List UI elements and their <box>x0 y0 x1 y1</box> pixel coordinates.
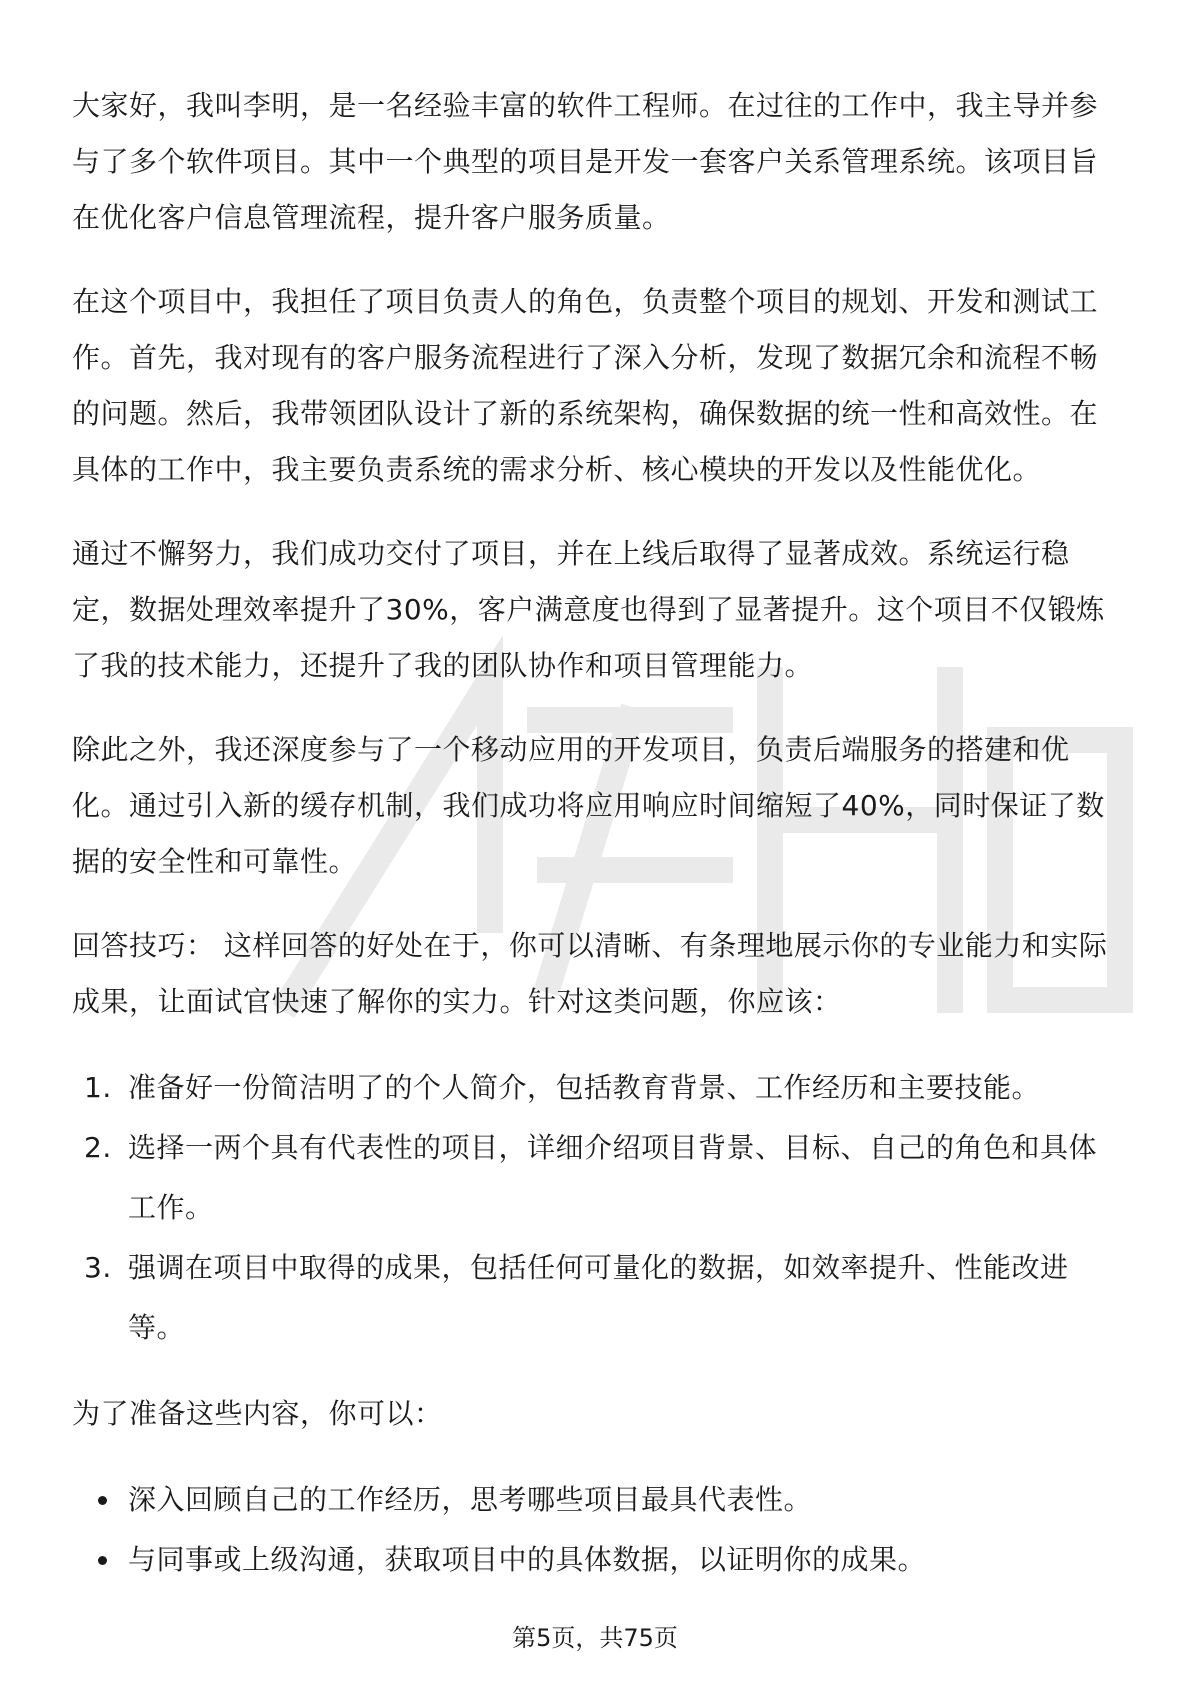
list-number: 2. <box>84 1131 112 1164</box>
page-number: 第5页，共75页 <box>512 1624 678 1652</box>
ordered-list <box>72 1058 1122 1358</box>
list-item <box>72 1238 1122 1358</box>
paragraph-answer-tips: 回答技巧： 这样回答的好处在于，你可以清晰、有条理地展示你的专业能力和实际成果，让面试官快速了解你的实力。针对这类问题，你应该： <box>72 929 1108 1018</box>
list-item-text: 深入回顾自己的工作经历，思考哪些项目最具代表性。 <box>128 1483 813 1516</box>
paragraph-results: 通过不懈努力，我们成功交付了项目，并在上线后取得了显著成效。系统运行稳定，数据处理效率提升了30%，客户满意度也得到了显著提升。这个项目不仅锻炼了我的技术能力，还提升了我的团队协作和项目管理能力。 <box>72 537 1105 682</box>
paragraph-mobile-project: 除此之外，我还深度参与了一个移动应用的开发项目，负责后端服务的搭建和优化。通过引入新的缓存机制，我们成功将应用响应时间缩短了40%，同时保证了数据的安全性和可靠性。 <box>72 733 1105 878</box>
document-body <box>72 78 1122 1618</box>
list-item-text: 选择一两个具有代表性的项目，详细介绍项目背景、目标、自己的角色和具体工作。 <box>128 1131 1098 1224</box>
bullet-list <box>72 1470 1122 1590</box>
list-item <box>72 1530 1122 1590</box>
list-number: 1. <box>84 1071 112 1104</box>
paragraph-role: 在这个项目中，我担任了项目负责人的角色，负责整个项目的规划、开发和测试工作。首先，我对现有的客户服务流程进行了深入分析，发现了数据冗余和流程不畅的问题。然后，我带领团队设计了新的系统架构，确保数据的统一性和高效性。在具体的工作中，我主要负责系统的需求分析、核心模块的开发以及性能优化。 <box>72 285 1099 486</box>
paragraph-prepare-heading: 为了准备这些内容，你可以： <box>72 1397 443 1430</box>
list-item <box>72 1118 1122 1238</box>
list-number: 3. <box>84 1251 112 1284</box>
list-item-text: 强调在项目中取得的成果，包括任何可量化的数据，如效率提升、性能改进等。 <box>128 1251 1069 1344</box>
list-item-text: 与同事或上级沟通，获取项目中的具体数据，以证明你的成果。 <box>128 1543 927 1576</box>
bullet-icon <box>98 1496 107 1505</box>
paragraph-intro: 大家好，我叫李明，是一名经验丰富的软件工程师。在过往的工作中，我主导并参与了多个软件项目。其中一个典型的项目是开发一套客户关系管理系统。该项目旨在优化客户信息管理流程，提升客户服务质量。 <box>72 89 1099 234</box>
list-item-text: 准备好一份简洁明了的个人简介，包括教育背景、工作经历和主要技能。 <box>128 1071 1041 1104</box>
list-item <box>72 1058 1122 1118</box>
bullet-icon <box>98 1556 107 1565</box>
list-item <box>72 1470 1122 1530</box>
